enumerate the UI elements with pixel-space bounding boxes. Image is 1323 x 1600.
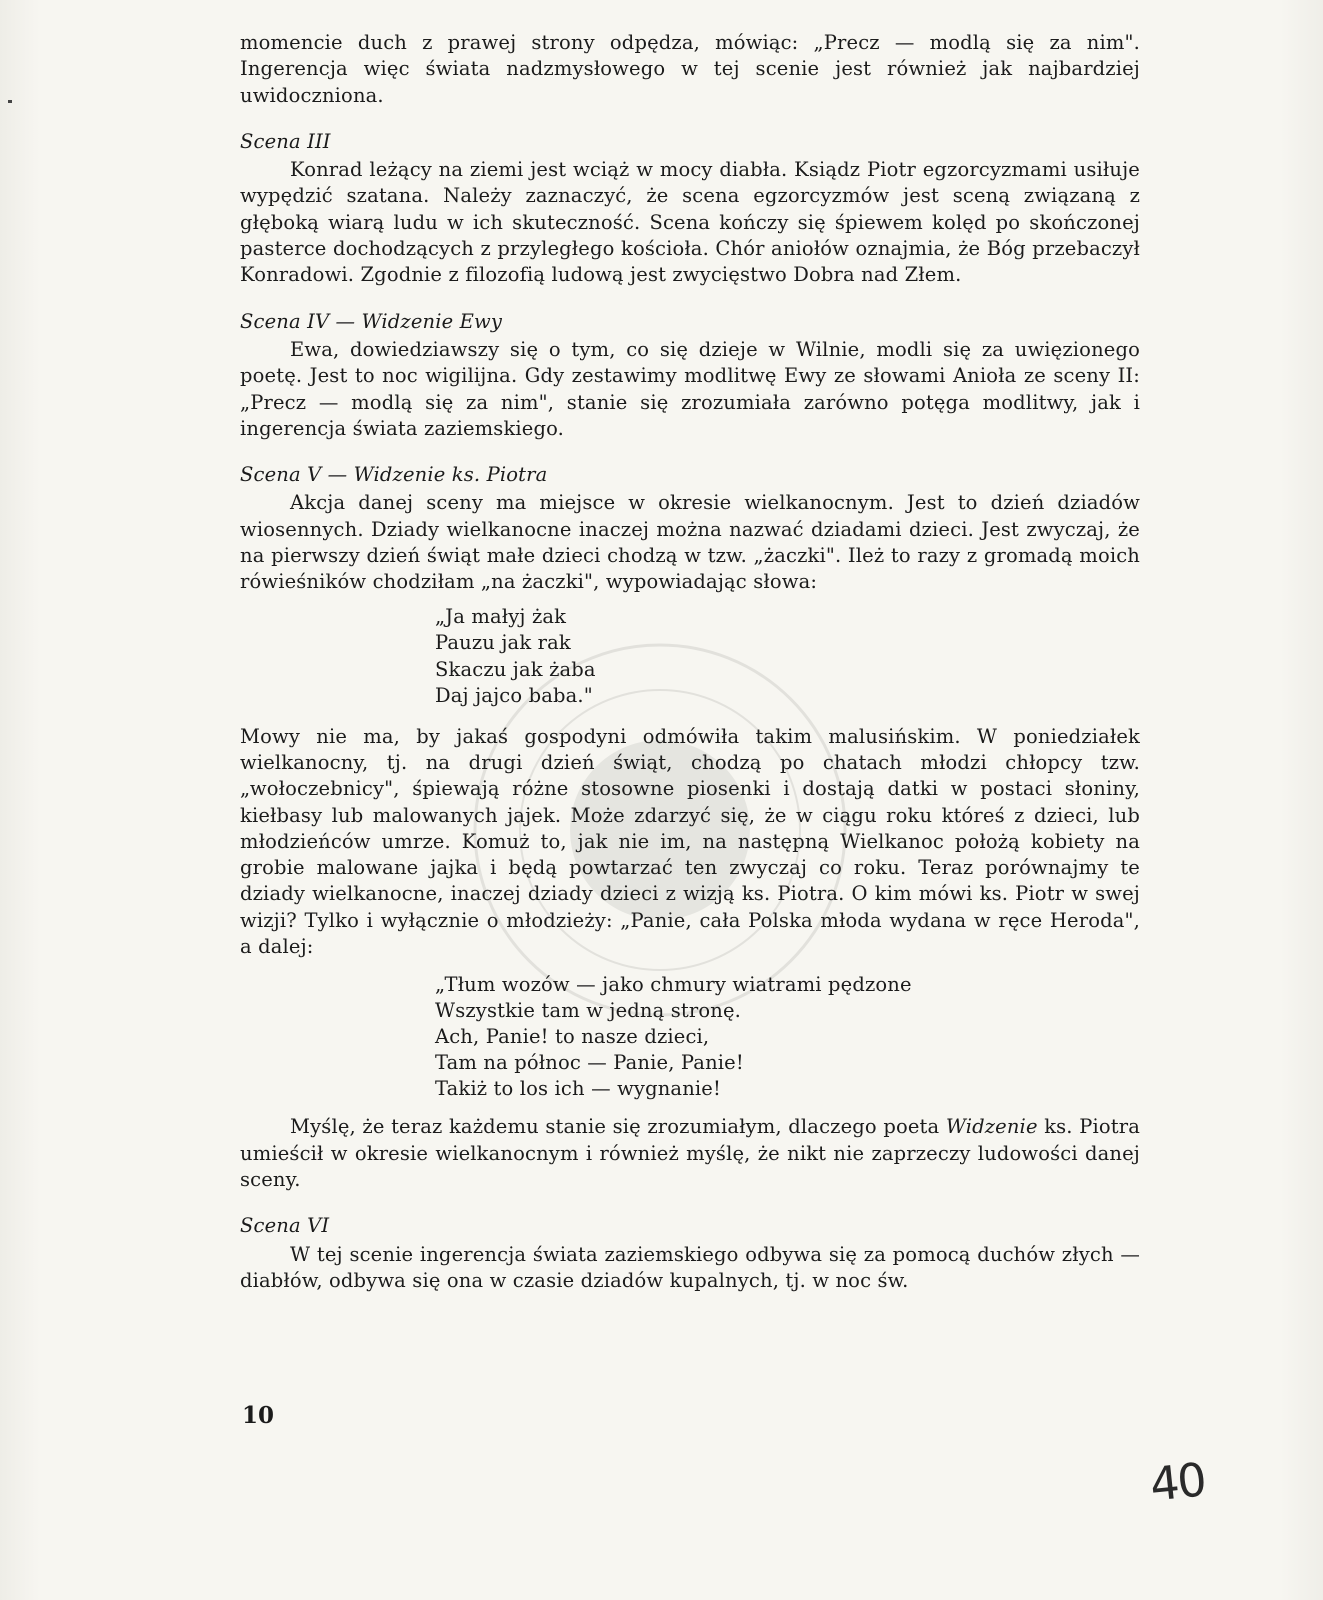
scene-3-heading: Scena III: [240, 129, 331, 153]
verse-line: Skaczu jak żaba: [435, 657, 596, 681]
scan-mark: [8, 100, 12, 103]
verse-line: Tam na północ — Panie, Panie!: [435, 1051, 744, 1075]
verse-tlum-wozow: [435, 972, 1140, 1102]
opening-paragraph: momencie duch z prawej strony odpędza, mówiąc: „Precz — modlą się za nim". Ingerencja więc świata nadzmysłowego w tej scenie jest również jak najbardziej uwidoczniona.: [240, 31, 1140, 107]
scene-5-text-2: Mowy nie ma, by jakaś gospodyni odmówiła takim malusińskim. W poniedziałek wielkanocny, tj. na drugi dzień świąt, chodzą po chatach młodzi chłopcy tzw. „wołoczebnicy", śpiewają różne stosowne piosenki i dostają datki w postaci słoniny, kiełbasy lub malowanych jajek. Może zdarzyć się, że w ciągu roku któreś z dzieci, lub młodzieńców umrze. Komuż to, jak nie im, na następną Wielkanoc położą kobiety na grobie malowane jajka i będą powtarzać ten zwyczaj co roku. Teraz porównajmy te dziady wielkanocne, inaczej dziady dzieci z wizją ks. Piotra. O kim mówi ks. Piotr w swej wizji? Tylko i wyłącznie o młodzieży: „Panie, cała Polska młoda wydana w ręce Heroda", a dalej:: [240, 724, 1140, 959]
scene-5-text-3-after: ks. Piotra umieścił w okresie wielkanocnym i również myślę, że nikt nie zaprzeczy ludowości danej sceny.: [240, 1115, 1140, 1191]
verse-line: „Ja małyj żak: [435, 604, 567, 628]
scene-5-text-1: Akcja danej sceny ma miejsce w okresie wielkanocnym. Jest to dzień dziadów wiosennych. Dziady wielkanocne inaczej można nazwać dziadami dzieci. Jest zwyczaj, że na pierwszy dzień świąt małe dzieci chodzą w tzw. „żaczki". Ileż to razy z gromadą moich rówieśników chodziłam „na żaczki", wypowiadając słowa:: [240, 491, 1140, 594]
page-number: 10: [242, 1402, 275, 1429]
body-text: [240, 30, 1140, 1294]
scene-4-heading: Scena IV — Widzenie Ewy: [240, 309, 503, 333]
verse-line: Ach, Panie! to nasze dzieci,: [435, 1025, 710, 1049]
verse-line: Wszystkie tam w jedną stronę.: [435, 999, 742, 1023]
scene-6-heading: Scena VI: [240, 1214, 330, 1238]
scene-5-text-3: [240, 1114, 1140, 1193]
scene-5-heading: Scena V — Widzenie ks. Piotra: [240, 463, 548, 487]
verse-line: Pauzu jak rak: [435, 631, 571, 655]
scene-4-text: Ewa, dowiedziawszy się o tym, co się dzieje w Wilnie, modli się za uwięzionego poetę. Jest to noc wigilijna. Gdy zestawimy modlitwę Ewy ze słowami Anioła ze sceny II: „Precz — modlą się za nim", stanie się zrozumiała zarówno potęga modlitwy, jak i ingerencja świata zaziemskiego.: [240, 337, 1140, 440]
scene-5-text-3-title: Widzenie: [945, 1115, 1038, 1139]
verse-zaczki: [435, 604, 1140, 710]
verse-line: „Tłum wozów — jako chmury wiatrami pędzone: [435, 973, 912, 997]
scene-5-text-3-before: Myślę, że teraz każdemu stanie się zrozumiałym, dlaczego poeta: [290, 1115, 946, 1139]
verse-line: Daj jajco baba.": [435, 684, 593, 708]
verse-line: Takiż to los ich — wygnanie!: [435, 1077, 721, 1101]
handwritten-number: 40: [1147, 1452, 1208, 1512]
scene-6-text: W tej scenie ingerencja świata zaziemskiego odbywa się za pomocą duchów złych — diabłów, odbywa się ona w czasie dziadów kupalnych, tj. w noc św.: [240, 1242, 1140, 1292]
scene-3-text: Konrad leżący na ziemi jest wciąż w mocy diabła. Ksiądz Piotr egzorcyzmami usiłuje wypędzić szatana. Należy zaznaczyć, że scena egzorcyzmów jest sceną związaną z głęboką wiarą ludu w ich skuteczność. Scena kończy się śpiewem kolęd po skończonej pasterce dochodzących z przyległego kościoła. Chór aniołów oznajmia, że Bóg przebaczył Konradowi. Zgodnie z filozofią ludową jest zwycięstwo Dobra nad Złem.: [240, 158, 1140, 287]
